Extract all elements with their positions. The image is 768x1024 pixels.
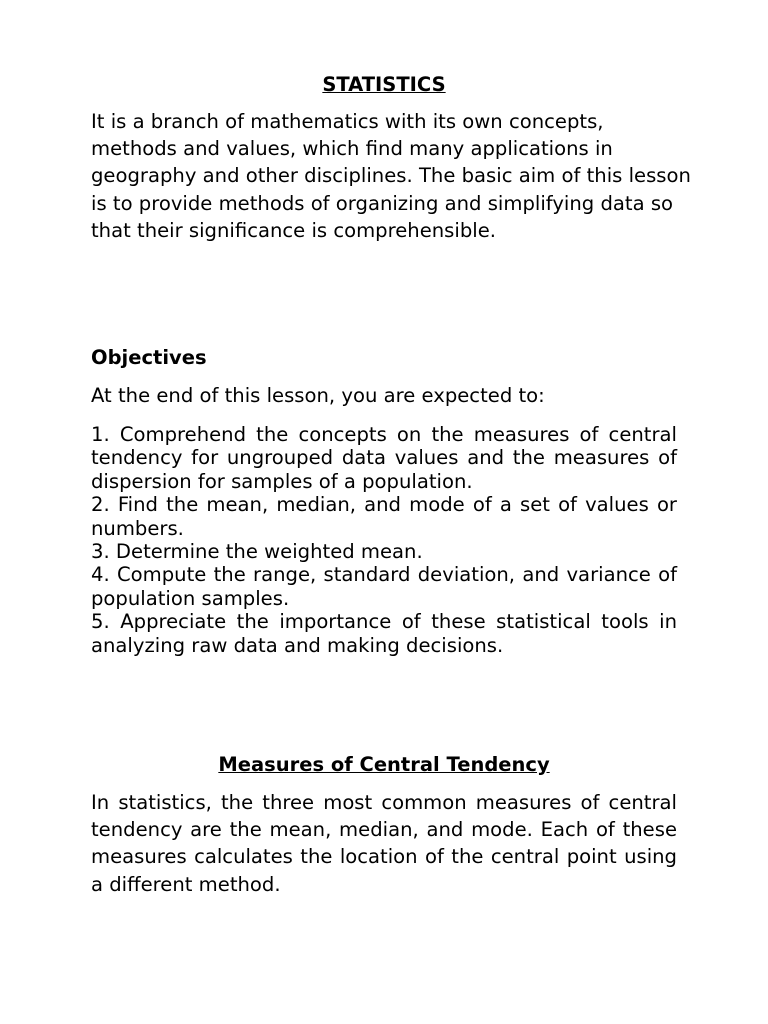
objectives-lead: At the end of this lesson, you are expected to:: [91, 384, 545, 407]
page-title: STATISTICS: [322, 73, 446, 96]
objective-item-1: 1. Comprehend the concepts on the measures of central tendency for ungrouped data values and the measures of dispersion for samples of a population.: [91, 423, 677, 493]
central-tendency-heading: Measures of Central Tendency: [218, 753, 550, 776]
central-tendency-paragraph: In statistics, the three most common measures of central tendency are the mean, median, and mode. Each of these measures calculates the location of the central point using a different method.: [91, 791, 677, 896]
objective-item-3: 3. Determine the weighted mean.: [91, 540, 423, 564]
objectives-list: [91, 423, 677, 657]
intro-paragraph: It is a branch of mathematics with its own concepts, methods and values, which find many applications in geography and other disciplines. The basic aim of this lesson is to provide methods of organizing and simplifying data so that their significance is comprehensible.: [91, 110, 691, 242]
objective-item-4: 4. Compute the range, standard deviation, and variance of population samples.: [91, 563, 677, 610]
objectives-heading: Objectives: [91, 346, 207, 369]
objective-item-5: 5. Appreciate the importance of these statistical tools in analyzing raw data and making decisions.: [91, 610, 677, 657]
objective-item-2: 2. Find the mean, median, and mode of a set of values or numbers.: [91, 493, 677, 540]
